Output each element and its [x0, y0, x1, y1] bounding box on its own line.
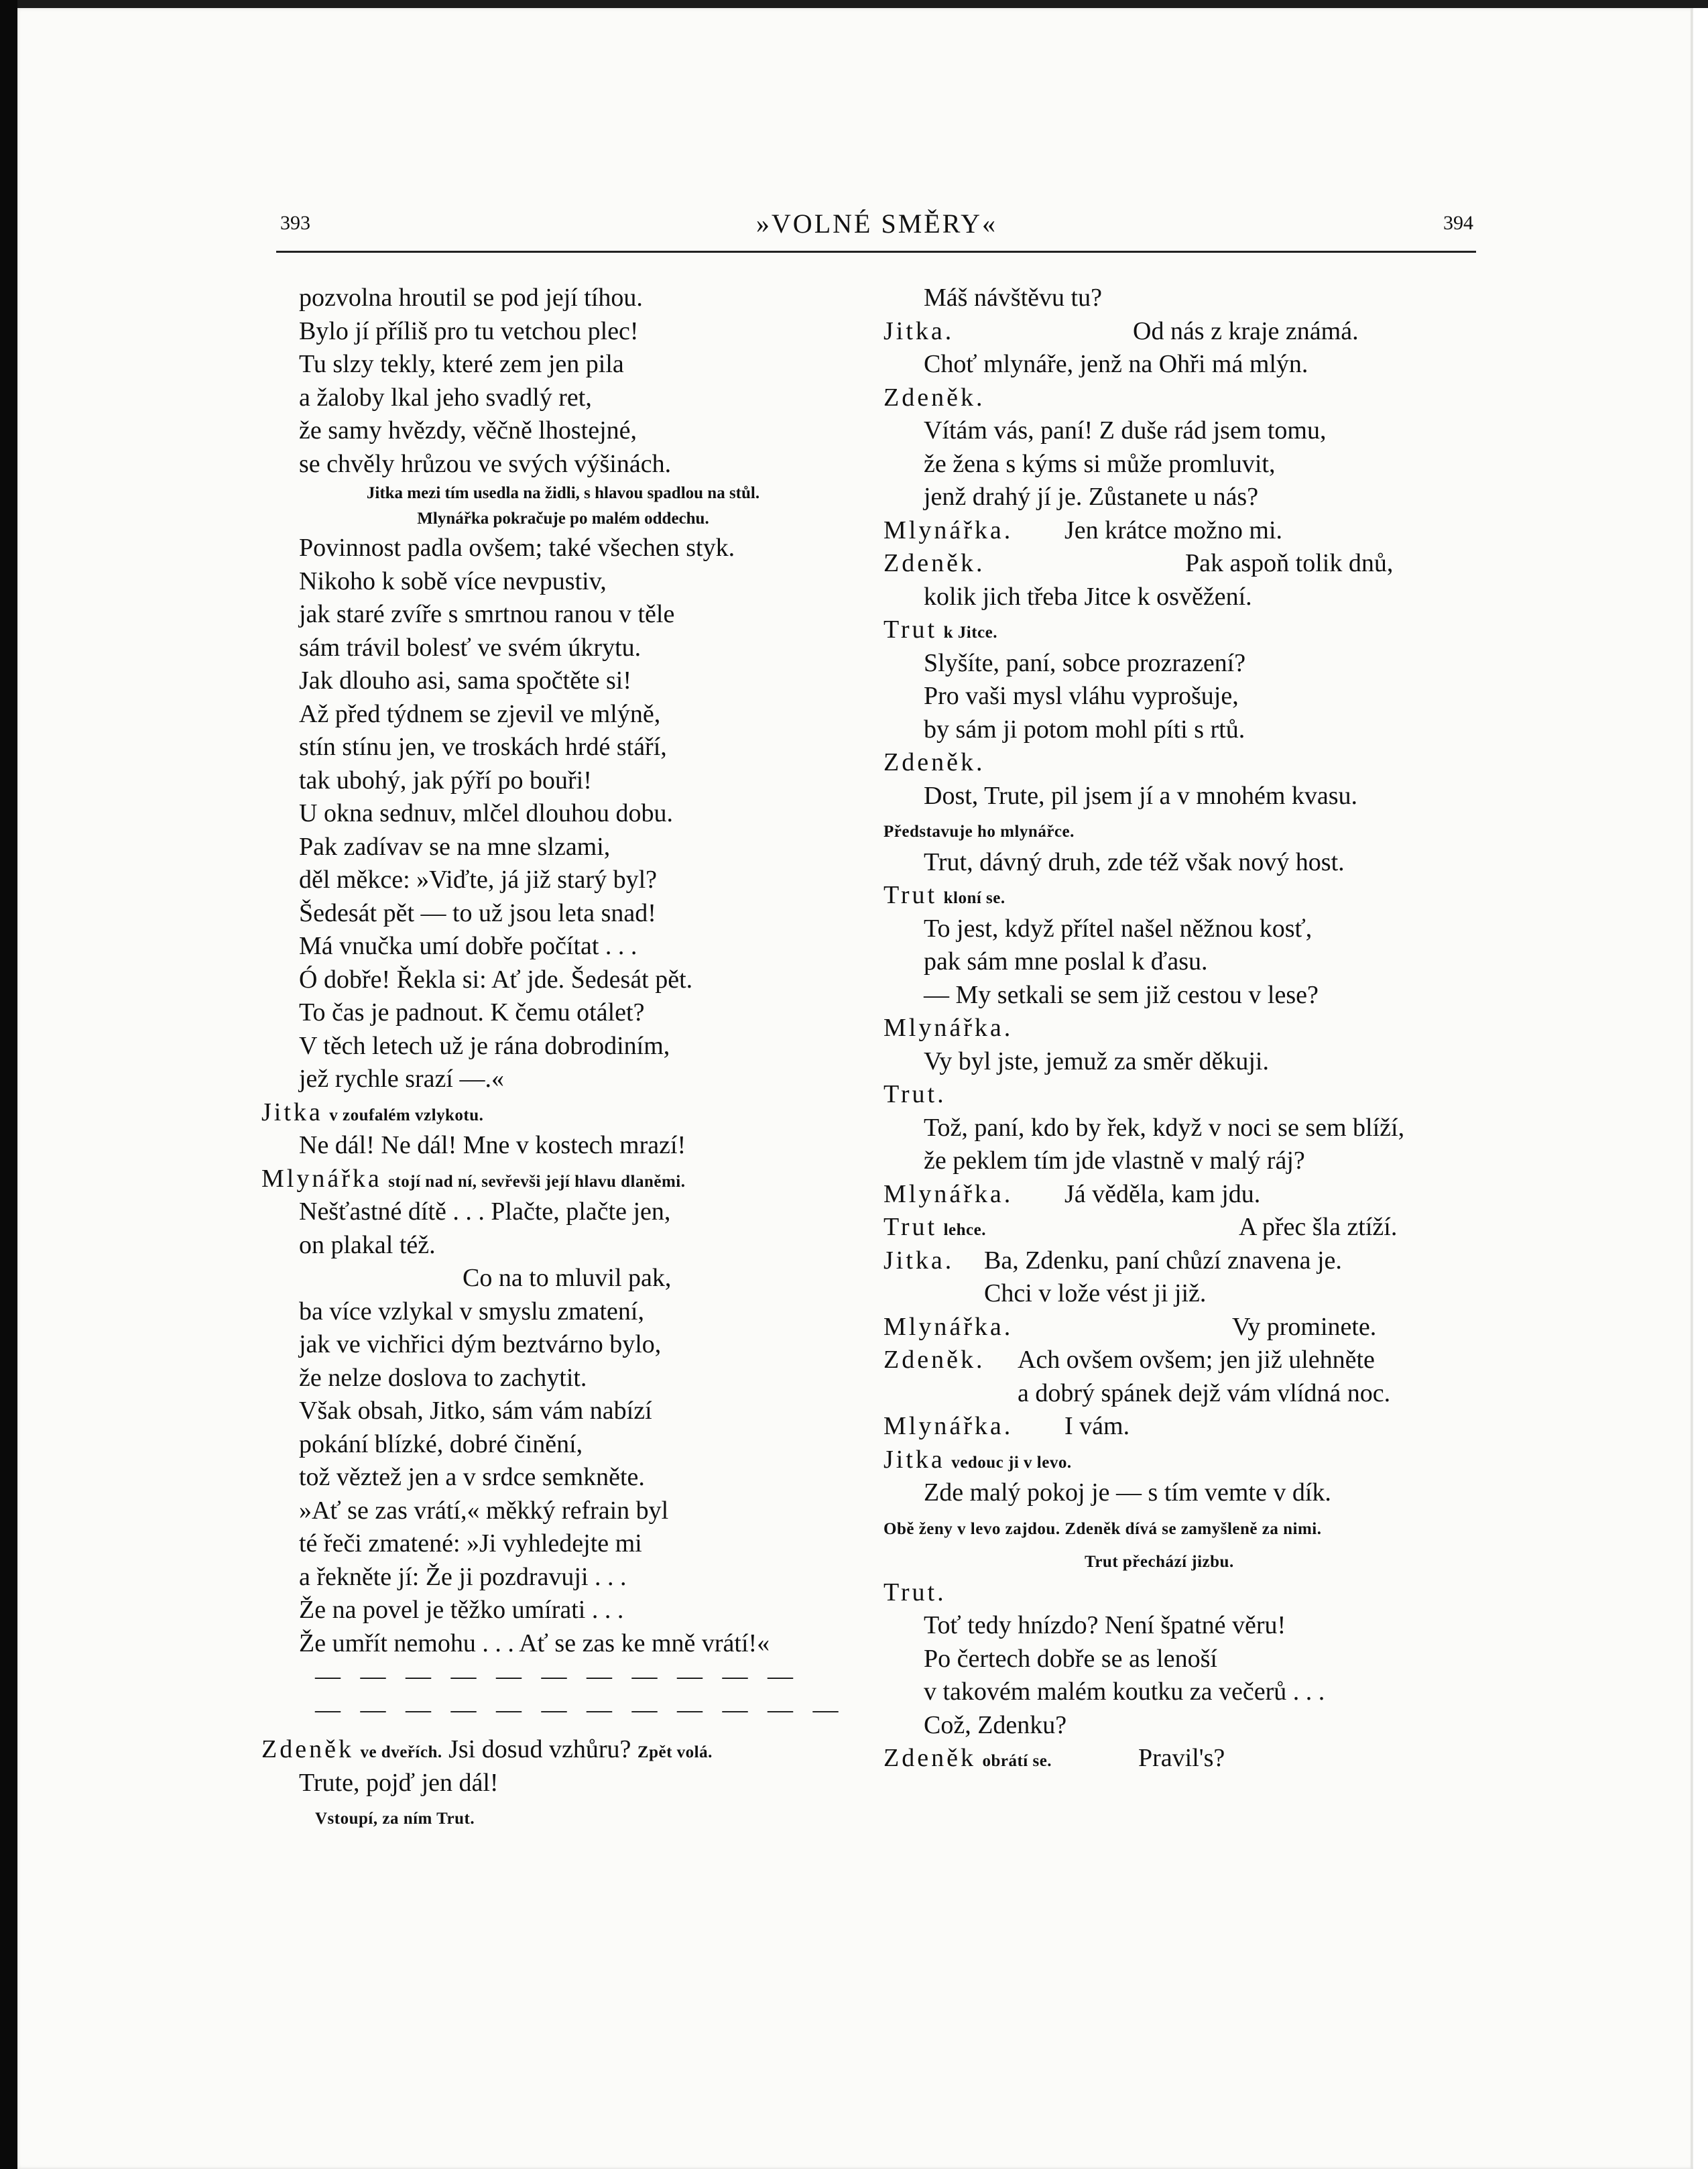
verse-text: Vy prominete. — [1232, 1312, 1377, 1341]
speaker-name: Zdeněk — [261, 1735, 354, 1763]
stage-direction-inline: ve dveřích. — [360, 1743, 442, 1761]
speaker-name: Mlynářka. — [883, 1179, 1014, 1208]
page-number-right: 394 — [1443, 212, 1473, 234]
speaker-line — [261, 1733, 865, 1767]
verse-line: Že umřít nemohu . . . Ať se zas ke mně vrátí!« — [299, 1629, 770, 1657]
verse-line: Však obsah, Jitko, sám vám nabízí — [299, 1397, 652, 1425]
section-break: — — — — — — — — — — — — — [315, 1695, 845, 1724]
speaker-line — [883, 1576, 1500, 1610]
speaker-name: Trut — [883, 1213, 938, 1241]
speaker-line — [883, 1244, 1500, 1278]
verse-line: pak sám mne poslal k ďasu. — [924, 947, 1208, 976]
stage-direction-inline: stojí nad ní, sevřevši její hlavu dlaněmi. — [388, 1172, 686, 1191]
speaker-line — [883, 1444, 1500, 1477]
verse-line: Povinnost padla ovšem; také všechen styk. — [299, 534, 735, 562]
stage-direction — [883, 1543, 1500, 1576]
speaker-name: Jitka — [883, 1445, 945, 1474]
verse-line: Co na to mluvil pak, — [463, 1264, 672, 1292]
speaker-line — [261, 1096, 865, 1130]
speaker-name: Mlynářka. — [883, 1412, 1014, 1440]
verse-line: — My setkali se sem již cestou v lese? — [924, 980, 1319, 1009]
verse-line: To jest, když přítel našel něžnou kosť, — [924, 914, 1313, 943]
verse-line: Trut, dávný druh, zde též však nový host. — [924, 847, 1345, 876]
verse-line: pokání blízké, dobré činění, — [299, 1429, 583, 1458]
verse-line: a dobrý spánek dejž vám vlídná noc. — [1018, 1379, 1391, 1407]
verse-line: Ne dál! Ne dál! Mne v kostech mrazí! — [299, 1131, 686, 1159]
speaker-line — [883, 1178, 1500, 1212]
page-header — [280, 208, 1473, 248]
speaker-line — [883, 613, 1500, 647]
section-break: — — — — — — — — — — — — [315, 1662, 800, 1690]
speaker-line — [883, 547, 1500, 581]
scan-top-edge — [0, 0, 1708, 8]
verse-line: Až před týdnem se zjevil ve mlýně, — [299, 699, 661, 728]
speaker-line — [883, 1344, 1500, 1377]
speaker-line — [883, 1311, 1500, 1344]
verse-line: stín stínu jen, ve troskách hrdé stáří, — [299, 733, 667, 761]
speaker-name: Jitka. — [883, 316, 955, 345]
stage-direction-inline: Zpět volá. — [637, 1743, 713, 1761]
speaker-name: Zdeněk. — [883, 1346, 985, 1374]
speaker-name: Zdeněk. — [883, 748, 985, 776]
speaker-name: Trut — [883, 615, 938, 644]
verse-line: jenž drahý jí je. Zůstanete u nás? — [924, 483, 1259, 511]
verse-line: Jak dlouho asi, sama spočtěte si! — [299, 666, 632, 695]
verse-line: Máš návštěvu tu? — [924, 284, 1102, 312]
verse-line: tak ubohý, jak pýří po bouři! — [299, 766, 592, 795]
speaker-line — [883, 1211, 1500, 1244]
verse-line: Vy byl jste, jemuž za směr děkuji. — [924, 1047, 1269, 1075]
verse-line: kolik jich třeba Jitce k osvěžení. — [924, 582, 1252, 611]
verse-line: Což, Zdenku? — [924, 1710, 1067, 1739]
speaker-name: Jitka — [261, 1098, 323, 1126]
speaker-name: Trut. — [883, 1578, 947, 1606]
right-column — [883, 282, 1500, 1775]
stage-direction-inline: kloní se. — [943, 889, 1005, 907]
verse-line: že žena s kýms si může promluvit, — [924, 449, 1276, 478]
verse-line: Bylo jí příliš pro tu vetchou plec! — [299, 316, 639, 345]
verse-line: Toť tedy hnízdo? Není špatné věru! — [924, 1611, 1286, 1639]
stage-direction-text: Vstoupí, za ním Trut. — [315, 1810, 475, 1828]
speaker-line — [883, 1012, 1500, 1045]
verse-line: Pak zadívav se na mne slzami, — [299, 832, 611, 861]
verse-text: Pravil's? — [1138, 1744, 1225, 1772]
verse-line: Slyšíte, paní, sobce prozrazení? — [924, 648, 1246, 677]
stage-direction — [883, 1510, 1500, 1543]
stage-direction-text: Obě ženy v levo zajdou. Zdeněk dívá se zamyšleně za nimi. — [883, 1519, 1322, 1538]
speaker-name: Trut. — [883, 1080, 947, 1108]
verse-line: pozvolna hroutil se pod její tíhou. — [299, 284, 643, 312]
page-fold — [1691, 8, 1693, 2169]
speaker-line — [261, 1163, 865, 1196]
verse-line: se chvěly hrůzou ve svých výšinách. — [299, 449, 672, 478]
verse-text: A přec šla ztíží. — [1239, 1213, 1398, 1241]
verse-line: Že na povel je těžko umírati . . . — [299, 1596, 624, 1624]
speaker-name: Mlynářka. — [883, 516, 1014, 544]
verse-line: jež rychle srazí —.« — [299, 1065, 504, 1093]
verse-line: V těch letech už je rána dobrodiním, — [299, 1031, 670, 1060]
verse-line: on plakal též. — [299, 1230, 436, 1259]
verse-line: že peklem tím jde vlastně v malý ráj? — [924, 1147, 1305, 1175]
speaker-line — [883, 1742, 1500, 1775]
verse-line: Tu slzy tekly, které zem jen pila — [299, 350, 624, 378]
verse-line: Nikoho k sobě více nevpustiv, — [299, 567, 607, 595]
speaker-line — [883, 1078, 1500, 1112]
verse-line: Šedesát pět — to už jsou leta snad! — [299, 898, 656, 927]
verse-text: Jen krátce možno mi. — [1064, 516, 1283, 544]
verse-line: Choť mlynáře, jenž na Ohři má mlýn. — [924, 350, 1308, 378]
verse-line: že nelze doslova to zachytit. — [299, 1363, 587, 1392]
verse-line: jak ve vichřici dým beztvárno bylo, — [299, 1330, 662, 1358]
verse-line: té řeči zmatené: »Ji vyhledejte mi — [299, 1529, 642, 1558]
verse-text: Jsi dosud vzhůru? — [448, 1735, 631, 1763]
stage-direction: Mlynářka pokračuje po malém oddechu. — [417, 510, 709, 528]
verse-text: Ach ovšem ovšem; jen již ulehněte — [1018, 1346, 1375, 1374]
verse-text: Já věděla, kam jdu. — [1064, 1179, 1261, 1208]
stage-direction-inline: lehce. — [943, 1221, 986, 1239]
speaker-line — [883, 315, 1500, 349]
stage-direction-inline: obrátí se. — [982, 1752, 1052, 1770]
verse-line: ba více vzlykal v smyslu zmatení, — [299, 1297, 644, 1326]
verse-line: děl měkce: »Viďte, já již starý byl? — [299, 866, 658, 894]
verse-line: Trute, pojď jen dál! — [299, 1768, 499, 1797]
verse-text: Od nás z kraje známá. — [1133, 316, 1359, 345]
section-gap — [261, 1726, 865, 1733]
speaker-line — [883, 746, 1500, 780]
verse-line: tož věztež jen a v srdce semkněte. — [299, 1463, 645, 1491]
verse-line: by sám ji potom mohl píti s rtů. — [924, 715, 1245, 744]
verse-text: Ba, Zdenku, paní chůzí znavena je. — [984, 1246, 1342, 1275]
verse-line: Chci v lože vést ji již. — [984, 1279, 1207, 1307]
verse-line: že samy hvězdy, věčně lhostejné, — [299, 416, 637, 445]
verse-line: sám trávil bolesť ve svém úkrytu. — [299, 633, 642, 662]
speaker-name: Zdeněk — [883, 1744, 976, 1772]
stage-direction-text: Trut přechází jizbu. — [1085, 1553, 1234, 1571]
verse-line: Tož, paní, kdo by řek, když v noci se sem blíží, — [924, 1113, 1405, 1142]
speaker-name: Zdeněk. — [883, 549, 985, 577]
verse-line: Nešťastné dítě . . . Plačte, plačte jen, — [299, 1197, 671, 1226]
stage-direction-inline: k Jitce. — [943, 624, 997, 642]
speaker-name: Mlynářka. — [883, 1312, 1014, 1341]
verse-line: Zde malý pokoj je — s tím vemte v dík. — [924, 1478, 1331, 1507]
verse-text: Pak aspoň tolik dnů, — [1185, 549, 1394, 577]
speaker-name: Zdeněk. — [883, 383, 985, 412]
speaker-name: Mlynářka — [261, 1164, 382, 1193]
scan-left-edge — [0, 0, 17, 2169]
verse-line: jak staré zvíře s smrtnou ranou v těle — [299, 600, 675, 628]
stage-direction-inline: v zoufalém vzlykotu. — [329, 1106, 484, 1124]
verse-line: To čas je padnout. K čemu otálet? — [299, 998, 645, 1027]
speaker-name: Mlynářka. — [883, 1014, 1014, 1042]
running-title: »VOLNÉ SMĚRY« — [755, 209, 998, 239]
speaker-line — [883, 1410, 1500, 1444]
speaker-name: Trut — [883, 881, 938, 909]
verse-line: a řekněte jí: Že ji pozdravuji . . . — [299, 1562, 627, 1591]
verse-line: Vítám vás, paní! Z duše rád jsem tomu, — [924, 416, 1327, 445]
stage-direction-inline: vedouc ji v levo. — [951, 1453, 1072, 1472]
page-number-left: 393 — [280, 212, 310, 234]
verse-text: I vám. — [1064, 1412, 1130, 1440]
verse-line: a žaloby lkal jeho svadlý ret, — [299, 383, 592, 412]
speaker-name: Jitka. — [883, 1246, 955, 1275]
stage-direction-text: Představuje ho mlynářce. — [883, 823, 1075, 841]
left-column — [261, 282, 865, 1833]
verse-line: Dost, Trute, pil jsem jí a v mnohém kvasu. — [924, 781, 1358, 810]
speaker-line — [883, 382, 1500, 415]
verse-line: U okna sednuv, mlčel dlouhou dobu. — [299, 799, 673, 827]
header-rule — [276, 251, 1476, 253]
verse-line: Pro vaši mysl vláhu vyprošuje, — [924, 682, 1239, 710]
verse-line: Ó dobře! Řekla si: Ať jde. Šedesát pět. — [299, 965, 693, 994]
stage-direction — [883, 813, 1500, 846]
speaker-line — [883, 879, 1500, 913]
speaker-line — [883, 514, 1500, 548]
verse-line: »Ať se zas vrátí,« měkký refrain byl — [299, 1496, 669, 1525]
verse-line: v takovém malém koutku za večerů . . . — [924, 1678, 1325, 1706]
stage-direction — [261, 1800, 865, 1833]
verse-line: Po čertech dobře se as lenoší — [924, 1644, 1217, 1673]
verse-line: Má vnučka umí dobře počítat . . . — [299, 932, 637, 960]
stage-direction: Jitka mezi tím usedla na židli, s hlavou spadlou na stůl. — [366, 484, 760, 502]
